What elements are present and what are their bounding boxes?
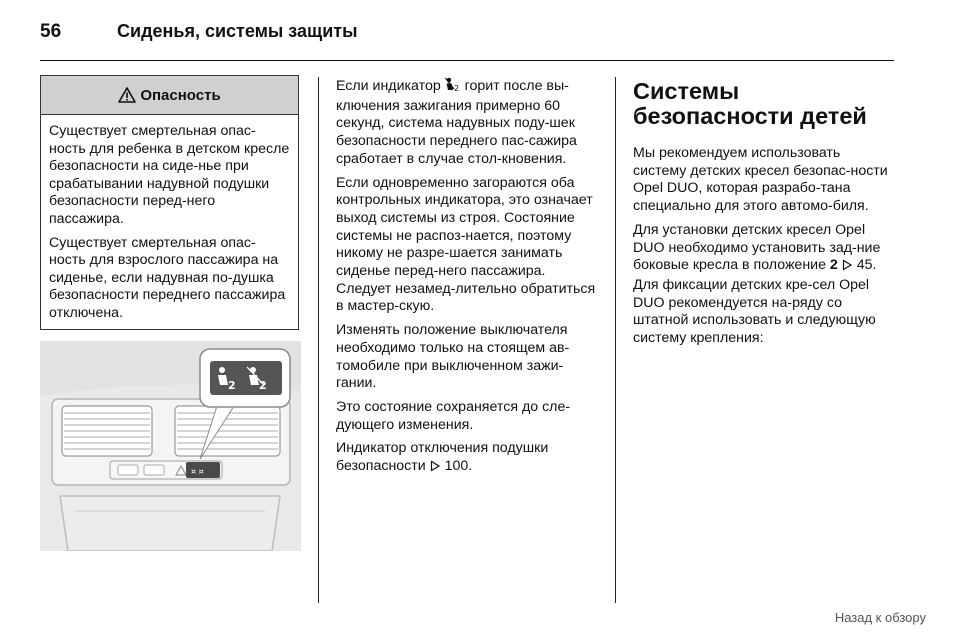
indicator-paragraph	[336, 77, 598, 169]
danger-box	[40, 75, 299, 330]
danger-body	[41, 115, 298, 323]
right-column	[633, 145, 895, 354]
airbag-off-icon	[445, 77, 461, 98]
installation-paragraph	[633, 222, 895, 348]
recommend-paragraph: Мы рекомендуем использовать систему детских кресел безопас-ности Opel DUO, которая разрабо-тана специально для этого автомо-биля.	[633, 145, 888, 215]
danger-paragraph-2: Существует смертельная опас-ность для взрослого пассажира на сиденье, если надувная по-душка безопасности переднего пассажира отключена.	[49, 234, 286, 321]
back-to-overview-link[interactable]: Назад к обзору	[834, 610, 926, 625]
danger-header	[41, 76, 298, 115]
switch-paragraph: Изменять положение выключателя необходимо только на стоящем ав-томобиле при выключенном зажи-гании.	[336, 322, 570, 392]
page-reference-arrow-icon	[842, 259, 853, 277]
page-reference-link[interactable]: 45.	[856, 257, 877, 274]
state-paragraph: Это состояние сохраняется до сле-дующего изменения.	[336, 398, 571, 433]
child-safety-heading: Системы безопасности детей	[633, 78, 867, 129]
failure-paragraph: Если одновременно загораются оба контрольных индикатора, это означает выход системы из строя. Состояние системы не распоз-нается, поэтому никому не разре-шается занимать сиденье перед-него пассажира. Следует незамед-лительно обратиться в мастер-скую.	[336, 174, 596, 315]
indicator-text-before: Если индикатор	[336, 78, 445, 94]
danger-paragraph-1: Существует смертельная опас-ность для ребенка в детском кресле безопасности на сиде-нье при срабатывании надувной подушки безопасности перед-него пассажира.	[49, 123, 290, 227]
seat-position-number: 2	[829, 257, 838, 274]
svg-text:¤ ¤: ¤ ¤	[191, 467, 204, 476]
danger-title: Опасность	[140, 86, 221, 104]
column-divider-1	[318, 77, 319, 603]
column-divider-2	[615, 77, 616, 603]
section-title: Сиденья, системы защиты	[117, 21, 358, 41]
indicator-ref-text: Индикатор отключения подушки безопасности	[336, 440, 549, 475]
page-reference-arrow-icon	[430, 460, 441, 478]
warning-triangle-icon	[118, 87, 136, 103]
header-rule	[40, 60, 894, 61]
indicator-text-after: горит после вы-ключения зажигания примерно 60 секунд, система надувных поду-шек безопасности переднего пас-сажира сработает в случае стол-кновения.	[336, 78, 577, 167]
page-reference-link[interactable]: 100.	[444, 458, 473, 475]
svg-text:2: 2	[453, 84, 459, 92]
svg-text:2: 2	[259, 379, 267, 392]
dashboard-illustration	[40, 341, 301, 551]
middle-column	[336, 77, 598, 484]
page-number: 56	[40, 21, 62, 42]
indicator-ref-paragraph	[336, 440, 598, 477]
installation-text-after: Для фиксации детских кре-сел Opel DUO рекомендуется на-ряду со штатной использовать и следующую систему крепления:	[633, 276, 876, 347]
installation-text-before: Для установки детских кресел Opel DUO необходимо установить зад-ние боковые кресла в положение	[633, 221, 881, 274]
svg-text:2: 2	[228, 379, 236, 392]
